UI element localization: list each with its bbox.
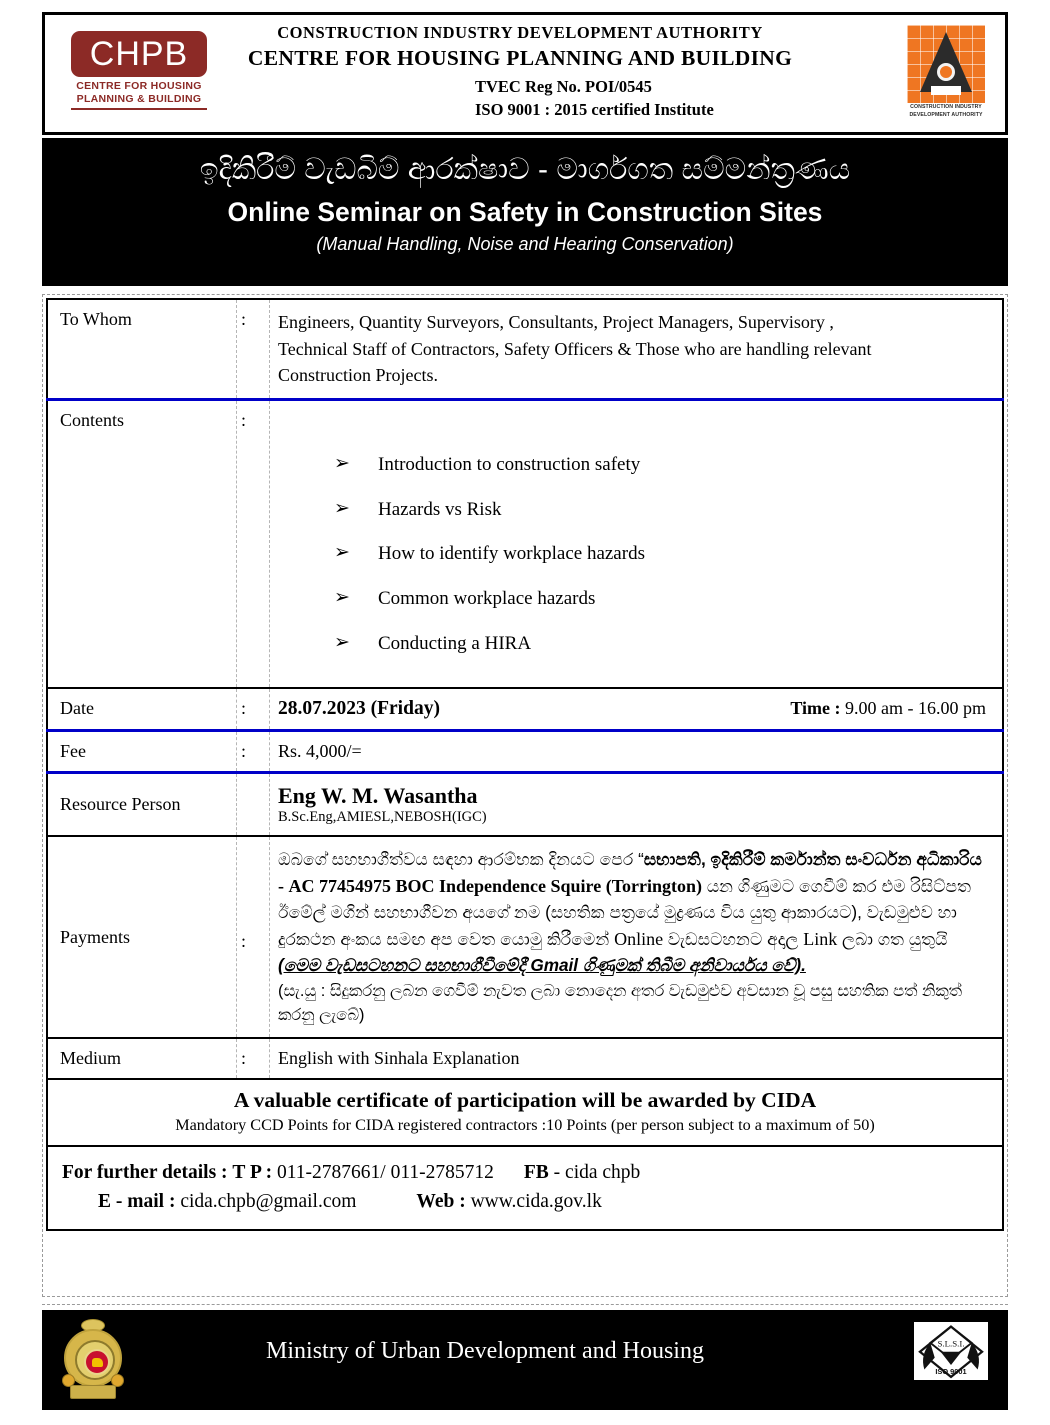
date-value: 28.07.2023 (Friday) (278, 697, 440, 719)
list-item-label: Introduction to construction safety (378, 453, 641, 475)
list-item (334, 543, 992, 566)
list-item-label: Hazards vs Risk (378, 498, 502, 520)
table-row-contact (47, 1146, 1003, 1231)
seminar-title-english: Online Seminar on Safety in Construction Sites (227, 196, 823, 227)
payments-account-holder: සභාපති, ඉදිකිරීම් කර්මාන්ත සංවර්ධන අධිකාරිය (643, 849, 983, 870)
list-item-label: How to identify workplace hazards (378, 543, 645, 565)
cida-logo-caption (907, 104, 985, 119)
arrow-bullet-icon: ➢ (334, 586, 350, 609)
chpb-badge-text: CHPB (89, 35, 189, 73)
contents-colon: : (237, 399, 270, 687)
table-row-date (47, 688, 1003, 731)
cida-ring-icon (937, 63, 955, 81)
payments-value (270, 836, 1004, 1038)
list-item-label: Common workplace hazards (378, 588, 596, 610)
table-row-medium (47, 1038, 1003, 1079)
to-whom-label: To Whom (47, 299, 237, 399)
medium-colon: : (237, 1038, 270, 1079)
to-whom-line-2: Technical Staff of Contractors, Safety Officers & Those who are handling relevant (278, 338, 872, 359)
to-whom-line-1: Engineers, Quantity Surveyors, Consultants, Project Managers, Supervisory , (278, 312, 834, 332)
email-label: E - mail : (98, 1191, 176, 1213)
facebook-label: FB (523, 1161, 549, 1183)
header-box (42, 12, 1008, 135)
payments-gmail-requirement: (මෙම වැඩසටහනට සහභාගීවීමේදී Gmail ගිණුමක් තිබීම අනිවාර්යය වේ). (278, 954, 806, 975)
arrow-bullet-icon: ➢ (334, 541, 350, 564)
payments-label: Payments (47, 836, 237, 1038)
certificate-cell (47, 1079, 1003, 1146)
telephone-label: T P : (232, 1161, 273, 1183)
slsi-iso-logo (914, 1322, 988, 1380)
facebook-value[interactable]: - cida chpb (553, 1161, 641, 1183)
cida-logo-mark (907, 25, 985, 103)
emblem-pedestal (70, 1385, 116, 1399)
resource-person-label: Resource Person (47, 772, 237, 836)
payments-seg-8: ලබා ගත යුතුයි (837, 928, 948, 949)
payments-account-number: - AC 77454975 BOC Independence Squire (Torrington) (278, 876, 703, 897)
chpb-logo (71, 31, 213, 115)
footer-dashed-divider (42, 1304, 1008, 1305)
payments-seg-6: වැඩසටහනට අදාල (663, 928, 804, 949)
contact-line-2 (62, 1187, 1002, 1216)
iso-certification: ISO 9001 : 2015 certified Institute (475, 100, 714, 119)
date-colon: : (237, 688, 270, 731)
web-label: Web : (416, 1191, 466, 1213)
time-value: 9.00 am - 16.00 pm (845, 697, 986, 718)
further-details-label: For further details : (62, 1161, 228, 1183)
medium-label: Medium (47, 1038, 237, 1079)
resource-person-colon (237, 772, 270, 836)
slsi-logo-svg (914, 1322, 988, 1380)
cida-logo (907, 25, 985, 121)
table-row-certificate (47, 1079, 1003, 1146)
slsi-name-text: S.L.S.I. (937, 1338, 965, 1349)
slsi-iso-text: ISO 9001 (935, 1366, 967, 1376)
time-value-group (790, 698, 992, 719)
header-titles (215, 23, 825, 71)
table-row-resource-person (47, 772, 1003, 836)
payments-paragraph (278, 846, 992, 979)
chpb-subtitle-line2: PLANNING & BUILDING (76, 93, 202, 106)
arrow-bullet-icon: ➢ (334, 451, 350, 474)
certificate-headline: A valuable certificate of participation will be awarded by CIDA (233, 1087, 817, 1112)
fee-label: Fee (47, 730, 237, 772)
chpb-subtitle-line1: CENTRE FOR HOUSING (76, 80, 202, 92)
contact-line-1 (62, 1158, 1002, 1187)
date-label: Date (47, 688, 237, 731)
web-value[interactable]: www.cida.gov.lk (470, 1191, 602, 1213)
to-whom-line-3: Construction Projects. (278, 365, 438, 386)
authority-name: CONSTRUCTION INDUSTRY DEVELOPMENT AUTHORITY (277, 23, 763, 42)
resource-person-value (270, 772, 1004, 836)
arrow-bullet-icon: ➢ (334, 496, 350, 519)
telephone-value[interactable]: 011-2787661/ 011-2785712 (277, 1161, 494, 1183)
fee-value: Rs. 4,000/= (270, 730, 1004, 772)
list-item (334, 588, 992, 611)
certificate-ccd-points: Mandatory CCD Points for CIDA registered contractors :10 Points (per person subject to a maximum of 50) (175, 1115, 875, 1134)
table-row-payments (47, 836, 1003, 1038)
list-item-label: Conducting a HIRA (378, 633, 532, 655)
medium-value: English with Sinhala Explanation (270, 1038, 1004, 1079)
table-row-fee (47, 730, 1003, 772)
payments-online-word: Online (614, 928, 664, 949)
cida-triangle-icon (920, 32, 972, 92)
tvec-reg-no: TVEC Reg No. POI/0545 (475, 77, 652, 96)
seminar-subtitle: (Manual Handling, Noise and Hearing Conservation) (316, 233, 734, 254)
payments-seg-4: යන ගිණුමට ගෙවීම් කර එම රිසිට්පත ඊමේල් මගින් සහභාගීවන අයගේ නම (සහතික පත්‍රයේ මුද්‍රණය විය යුතු ආකාරයට), වැඩමුළුව හා දුරකථන අංකය සමඟ අප වෙත යොමු කිරීමෙන් (278, 876, 972, 949)
cida-base-bar (931, 86, 961, 95)
chpb-subtitle (71, 80, 207, 106)
list-item (334, 633, 992, 656)
centre-name: CENTRE FOR HOUSING PLANNING AND BUILDING (247, 46, 793, 70)
email-value[interactable]: cida.chpb@gmail.com (180, 1191, 357, 1213)
resource-person-name: Eng W. M. Wasantha (278, 782, 478, 808)
contents-list (278, 451, 992, 656)
date-value-cell (270, 688, 1004, 731)
table-row-to-whom (47, 299, 1003, 399)
list-item (334, 451, 992, 477)
payments-colon: : (237, 836, 270, 1038)
header-registration (475, 77, 825, 120)
table-row-contents (47, 399, 1003, 687)
title-band (42, 138, 1008, 286)
chpb-underline-rule (71, 108, 207, 110)
details-table (46, 298, 1004, 1231)
contents-value (270, 399, 1004, 687)
to-whom-colon: : (237, 299, 270, 399)
payments-seg-1: ඔබගේ සහභාගීත්වය සඳහා ආරම්භක දිනයට පෙර “ (278, 849, 644, 870)
time-label: Time : (790, 697, 841, 718)
arrow-bullet-icon: ➢ (334, 631, 350, 654)
ministry-name: Ministry of Urban Development and Housing (266, 1338, 704, 1364)
contact-cell (47, 1146, 1003, 1231)
resource-person-qualifications: B.Sc.Eng,AMIESL,NEBOSH(IGC) (278, 809, 487, 826)
seminar-title-sinhala: ඉදිකිරීම් වැඩබිම් ආරක්ෂාව - මාර්ගගත සම්මන්ත්‍රණය (199, 153, 851, 186)
to-whom-value (270, 299, 1004, 399)
contents-label: Contents (47, 399, 237, 687)
fee-colon: : (237, 730, 270, 772)
payments-link-word: Link (803, 928, 838, 949)
payments-note: (සැ.යු : සිදුකරනු ලබන ගෙවීම් නැවත ලබා නොදෙන අතර වැඩමුළුව අවසාන වූ පසු සහතික පත් නිකුත් කරනු ලැබේ) (278, 981, 962, 1025)
cida-caption-line2: DEVELOPMENT AUTHORITY (909, 111, 983, 118)
cida-caption-line1: CONSTRUCTION INDUSTRY (910, 104, 982, 110)
list-item (334, 496, 992, 522)
footer-band (42, 1310, 1008, 1410)
chpb-badge (71, 31, 207, 77)
